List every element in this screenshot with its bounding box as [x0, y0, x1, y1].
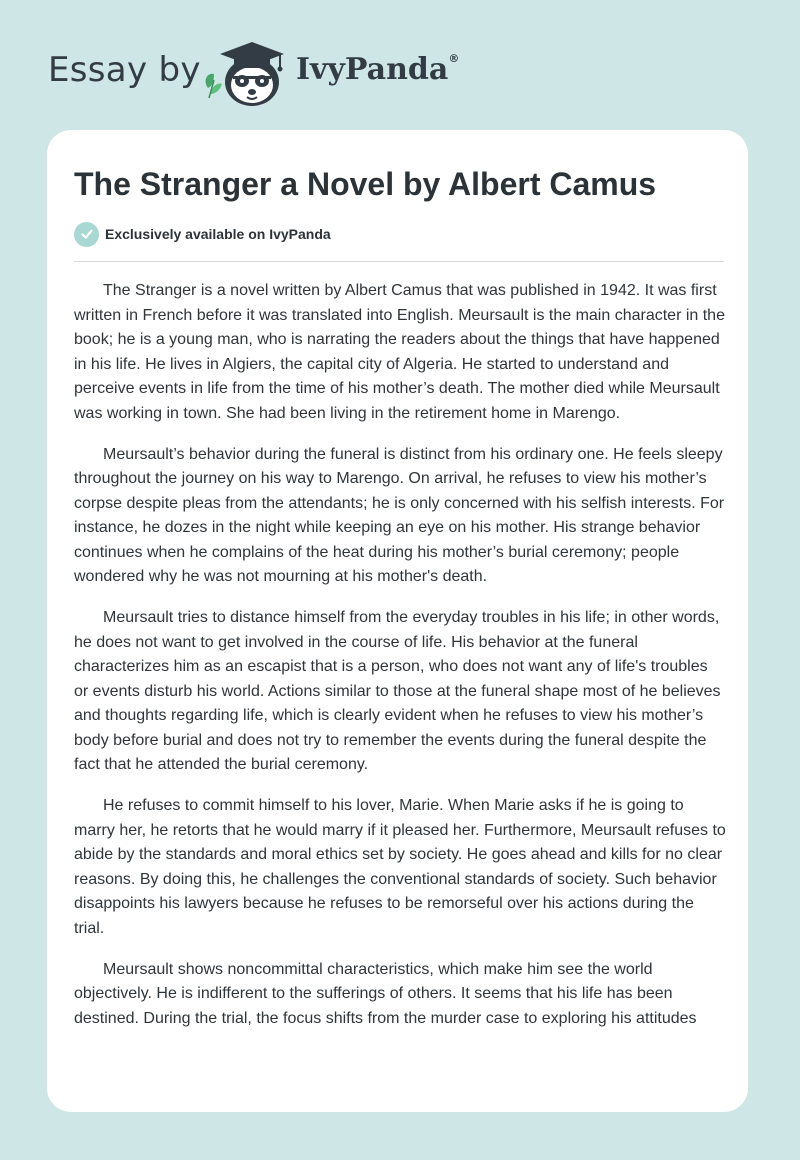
exclusive-badge: [74, 221, 331, 247]
site-header: [0, 0, 800, 130]
page-title: The Stranger a Novel by Albert Camus: [74, 166, 657, 202]
registered-mark: ®: [448, 52, 460, 65]
paragraph: Meursault tries to distance himself from the everyday troubles in his life; in other words, he does not want to get involved in the course of life. His behavior at the funeral characterizes him as an escapist that is a person, who does not want any of life's troubles or events disturb his world. Actions similar to those at the funeral shape most of he believes and thoughts regarding life, which is clearly evident when he refuses to view his mother’s body before burial and does not try to remember the events during the funeral despite the fact that he attended the burial ceremony.: [74, 609, 721, 773]
panda-logo-icon: [200, 36, 294, 110]
divider: [74, 261, 724, 262]
badge-label: Exclusively available on IvyPanda: [105, 226, 331, 242]
paragraph: Meursault shows noncommittal characteristics, which make him see the world objectively. He is indifferent to the sufferings of others. It seems that his life has been destined. During the trial, the focus shifts from the murder case to exploring his attitudes: [74, 960, 697, 1027]
brand-name: IvyPanda®: [296, 52, 460, 87]
essay-by-label: Essay by: [48, 50, 201, 90]
paragraph: Meursault’s behavior during the funeral is distinct from his ordinary one. He feels sleepy throughout the journey on his way to Marengo. On arrival, he refuses to view his mother’s corpse despite pleas from the attendants; he is only concerned with his selfish interests. For instance, he dozes in the night while keeping an eye on his mother. His strange behavior continues when he complains of the heat during his mother’s burial ceremony; people wondered why he was not mourning at his mother's death.: [74, 445, 725, 585]
check-circle-icon: [74, 222, 99, 247]
paragraph: The Stranger is a novel written by Albert Camus that was published in 1942. It was first written in French before it was translated into English. Meursault is the main character in the book; he is a young man, who is narrating the readers about the things that have happened in his life. He lives in Algiers, the capital city of Algeria. He started to understand and perceive events in life from the time of his mother’s death. The mother died while Meursault was working in town. She had been living in the retirement home in Marengo.: [74, 282, 725, 422]
essay-card: [47, 130, 748, 1112]
essay-body: [74, 279, 726, 1048]
paragraph: He refuses to commit himself to his lover, Marie. When Marie asks if he is going to marry her, he retorts that he would marry if it pleased her. Furthermore, Meursault refuses to abide by the standards and moral ethics set by society. He goes ahead and kills for no clear reasons. By doing this, he challenges the conventional standards of society. Such behavior disappoints his lawyers because he refuses to be remorseful over his actions during the trial.: [74, 797, 726, 937]
